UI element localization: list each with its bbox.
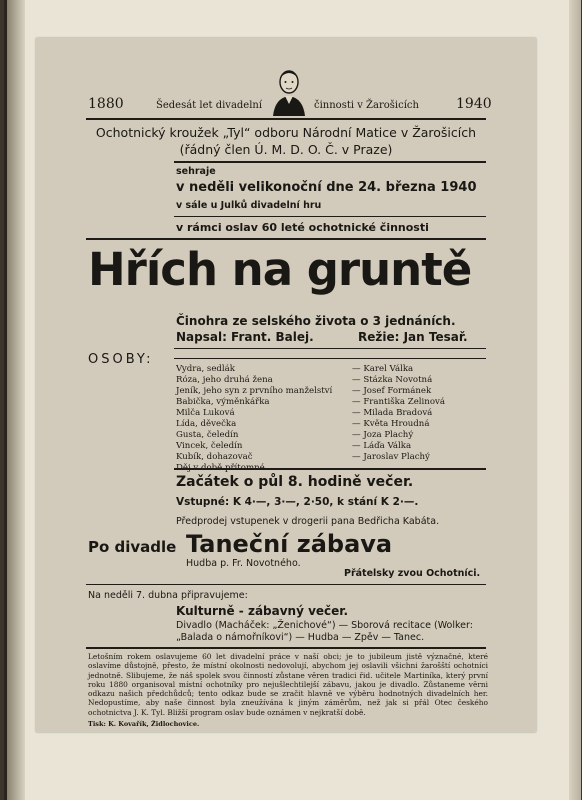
header-text-right: činnosti v Žarošicích [314, 100, 419, 111]
dance-prefix: Po divadle [88, 538, 177, 556]
play-author: Napsal: Frant. Balej. [176, 330, 314, 344]
cast-row: Róza, jeho druhá žena — Stázka Novotná [176, 375, 433, 385]
performance-date: v neděli velikonoční dne 24. března 1940 [176, 180, 477, 195]
book-gutter [7, 0, 25, 800]
divider [86, 118, 486, 120]
divider [86, 584, 486, 585]
dance-music: Hudba p. Fr. Novotného. [186, 558, 301, 569]
play-genre: Činohra ze selského života o 3 jednáních. [176, 314, 456, 328]
cast-heading: OSOBY: [88, 352, 154, 367]
cast-row: Milča Luková — Milada Bradová [176, 408, 433, 418]
presale-info: Předprodej vstupenek v drogerii pana Bedřicha Kabáta. [176, 516, 440, 527]
play-title: Hřích na gruntě [88, 243, 472, 296]
performance-venue: v sále u Julků divadelní hru [176, 200, 322, 211]
intro-sehraje: sehraje [176, 166, 216, 177]
cast-row: Lída, děvečka — Květa Hroudná [176, 419, 430, 429]
cast-row: Vincek, čeledín — Láďa Válka [176, 441, 412, 451]
divider [86, 647, 486, 649]
cast-row: Gusta, čeledín — Joza Plachý [176, 430, 414, 440]
organizer-line-1: Ochotnický kroužek „Tyl“ odboru Národní Matice v Žarošicích [95, 125, 477, 140]
upcoming-line-1: Divadlo (Macháček: „Ženichové“) — Sborová recitace (Wolker: [176, 620, 473, 631]
organizer-line-2: (řádný člen Ú. M. D. O. Č. v Praze) [179, 142, 393, 157]
theatre-poster [36, 38, 536, 732]
cast-row: Kubík, dohazovač — Jaroslav Plachý [176, 452, 430, 462]
admission-prices: Vstupné: K 4·—, 3·—, 2·50, k stání K 2·—. [176, 496, 419, 508]
invite-text: Přátelsky zvou Ochotníci. [344, 568, 481, 579]
header-year-left: 1880 [88, 96, 124, 112]
jubilee-footnote: Letošním rokem oslavujeme 60 let divadelní práce v naší obci; je to jubileum jistě význačné, které oslavíme důstojně, přesto, že místní okolnosti nedovolují, abychom jej oslavili všichni žarošští ochotníci jednotně. Slibujeme, že náš spolek svou činností zůstane věren tradici řid. učitele Martiníka, který první roku 1880 organisoval místní ochotníky pro nejušlechtilejší zábavu, jakou je divadlo. Zůstaneme věrni odkazu našich předchůdců; tento odkaz bude se zračit hlavně ve výběru hodnotných divadelních her. Nedopustíme, aby naše činnost byla zneužívána k jiným záměrům, než jak si přál Otec českého ochotnictva J. K. Tyl. Bližší program oslav bude oznámen v nejkratší době. [88, 652, 488, 717]
divider [174, 358, 486, 359]
occasion-text: v rámci oslav 60 leté ochotnické činnosti [176, 221, 429, 234]
divider [174, 468, 486, 470]
cast-row: Vydra, sedlák — Karel Válka [176, 364, 414, 374]
upcoming-title: Kulturně - zábavný večer. [176, 604, 349, 618]
play-director: Režie: Jan Tesař. [358, 330, 468, 344]
cast-row: Jeník, jeho syn z prvního manželství — Josef Formánek [176, 386, 432, 396]
divider [174, 216, 486, 217]
divider [86, 238, 486, 240]
divider [174, 348, 486, 349]
dance-title: Taneční zábava [186, 530, 393, 558]
header-text-left: Šedesát let divadelní [156, 100, 263, 111]
start-time: Začátek o půl 8. hodině večer. [176, 474, 414, 490]
tyl-portrait-icon [269, 66, 309, 118]
cast-list [176, 364, 496, 474]
upcoming-intro: Na neděli 7. dubna připravujeme: [88, 590, 248, 601]
divider [174, 161, 486, 163]
book-edge [569, 0, 581, 800]
printer-credit: Tisk: K. Kovařík, Židlochovice. [88, 720, 200, 728]
upcoming-line-2: „Balada o námořníkovi“) — Hudba — Zpěv — Tanec. [176, 632, 425, 643]
cast-row: Babička, výměnkářka — Františka Zelinová [176, 397, 445, 407]
header-year-right: 1940 [456, 96, 492, 112]
